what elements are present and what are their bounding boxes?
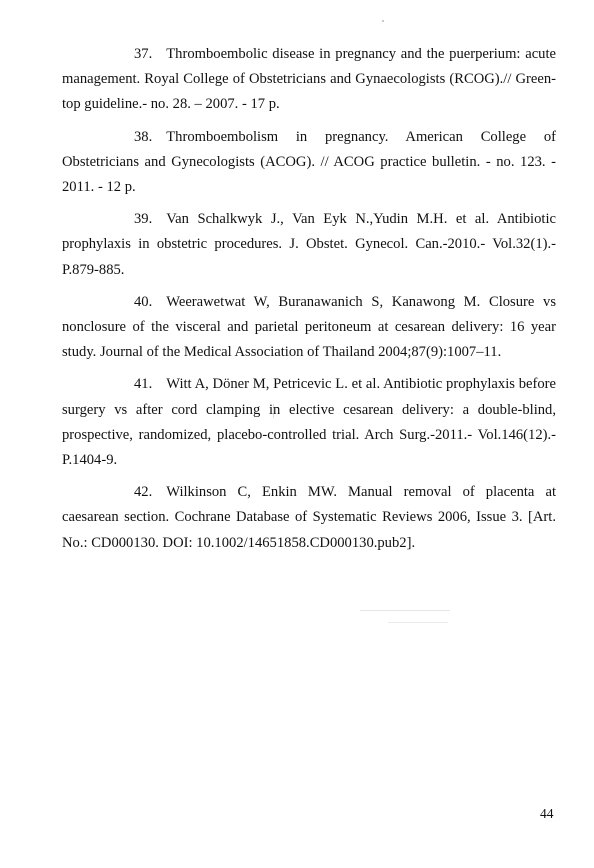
reference-number: 38. <box>134 128 153 145</box>
reference-number: 37. <box>134 46 153 62</box>
reference-text: Witt A, Döner M, Petricevic L. et al. Antibiotic prophylaxis before surgery vs after cord clamping in elective cesarean delivery: a double-blind, prospective, randomized, placebo-controlled trial. Arch Surg.-2011.- Vol.146(12).- P.1404-9. <box>62 376 556 469</box>
scan-artifact <box>388 622 448 623</box>
reference-text: Van Schalkwyk J., Van Eyk N.,Yudin M.H. et al. Antibiotic prophylaxis in obstetric procedures. J. Obstet. Gynecol. Can.-2010.- Vol.32(1).- P.879-885. <box>62 211 556 278</box>
reference-number: 42. <box>134 484 153 501</box>
reference-item <box>62 480 556 556</box>
reference-item <box>62 207 556 283</box>
reference-text: Thromboembolic disease in pregnancy and the puerperium: acute management. Royal College of Obstetricians and Gynaecologists (RCOG).// Green-top guideline.- no. 28. – 2007. - 17 p. <box>62 46 556 113</box>
reference-number: 41. <box>134 376 153 393</box>
reference-item <box>62 42 556 118</box>
reference-number: 39. <box>134 211 153 228</box>
scan-artifact <box>382 20 384 22</box>
reference-item <box>62 125 556 201</box>
reference-item <box>62 290 556 366</box>
reference-number: 40. <box>134 293 153 310</box>
reference-text: Thromboembolism in pregnancy. American College of Obstetricians and Gynecologists (ACOG). // ACOG practice bulletin. - no. 123. - 2011. - 12 p. <box>62 128 556 196</box>
scan-artifact <box>360 610 450 611</box>
reference-text: Wilkinson C, Enkin MW. Manual removal of placenta at caesarean section. Cochrane Database of Systematic Reviews 2006, Issue 3. [Art. No.: CD000130. DOI: 10.1002/14651858.CD000130.pub2]. <box>62 484 556 551</box>
reference-text: Weerawetwat W, Buranawanich S, Kanawong M. Closure vs nonclosure of the visceral and parietal peritoneum at cesarean delivery: 16 year study. Journal of the Medical Association of Thailand 2004;87(9):1007–11. <box>62 293 556 361</box>
reference-list <box>62 42 556 563</box>
page-number: 44 <box>540 806 554 821</box>
reference-item <box>62 372 556 473</box>
